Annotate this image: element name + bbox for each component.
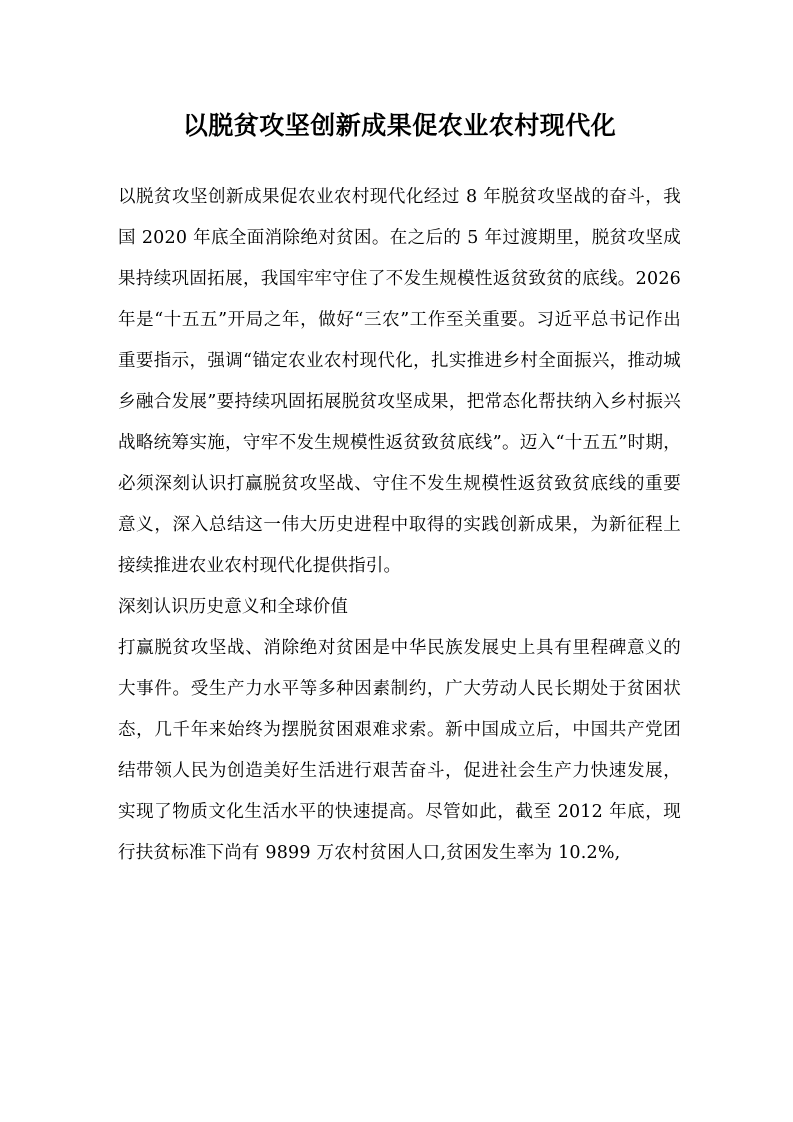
- body-paragraph-1: 以脱贫攻坚创新成果促农业农村现代化经过 8 年脱贫攻坚战的奋斗，我国 2020 年底全面消除绝对贫困。在之后的 5 年过渡期里，脱贫攻坚成果持续巩固拓展，我国牢牢守住了不发生规模性返贫致贫的底线。2026 年是“十五五”开局之年，做好“三农”工作至关重要。习近平总书记作出重要指示，强调“锚定农业农村现代化，扎实推进乡村全面振兴，推动城乡融合发展”要持续巩固拓展脱贫攻坚成果，把常态化帮扶纳入乡村振兴战略统筹实施，守牢不发生规模性返贫致贫底线”。迈入“十五五”时期，必须深刻认识打赢脱贫攻坚战、守住不发生规模性返贫致贫底线的重要意义，深入总结这一伟大历史进程中取得的实践创新成果，为新征程上接续推进农业农村现代化提供指引。: [118, 187, 681, 576]
- section-subheading: 深刻认识历史意义和全球价值: [118, 597, 349, 617]
- page-title: 以脱贫攻坚创新成果促农业农村现代化: [182, 111, 617, 140]
- body-paragraph-2: 打赢脱贫攻坚战、消除绝对贫困是中华民族发展史上具有里程碑意义的大事件。受生产力水平等多种因素制约，广大劳动人民长期处于贫困状态，几千年来始终为摆脱贫困艰难求索。新中国成立后，中国共产党团结带领人民为创造美好生活进行艰苦奋斗，促进社会生产力快速发展，实现了物质文化生活水平的快速提高。尽管如此，截至 2012 年底，现行扶贫标准下尚有 9899 万农村贫困人口,贫困发生率为 10.2%,: [118, 638, 681, 863]
